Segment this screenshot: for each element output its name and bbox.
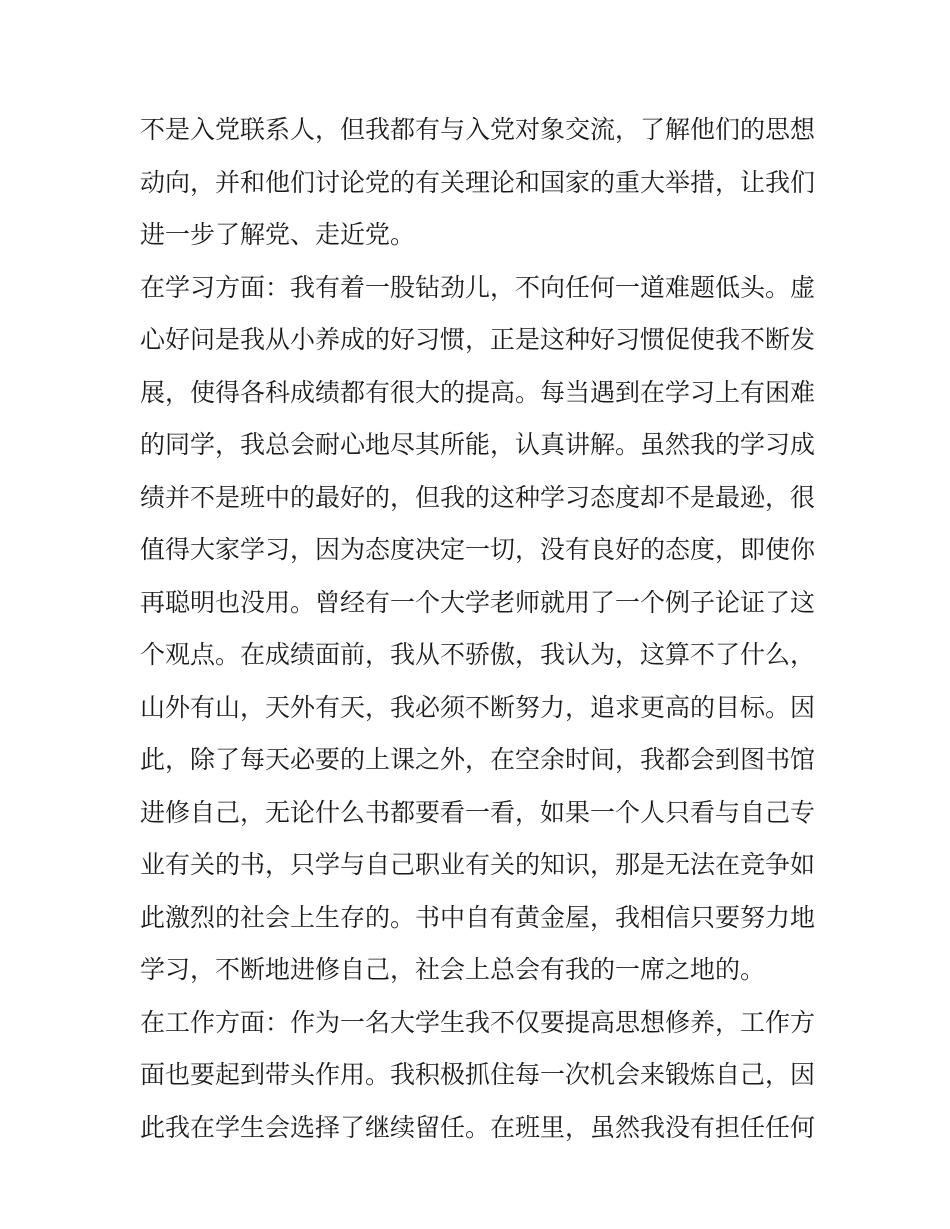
text-line-4: 在学习方面：我有着一股钻劲儿，不向任何一道难题低头。虚 [140, 272, 816, 302]
text-line-18: 在工作方面：作为一名大学生我不仅要提高思想修养，工作方 [140, 1007, 816, 1037]
text-line-8: 绩并不是班中的最好的，但我的这种学习态度却不是最逊，很 [140, 482, 816, 512]
text-line-3: 进一步了解党、走近党。 [140, 220, 416, 249]
text-line-17: 学习，不断地进修自己，社会上总会有我的一席之地的。 [140, 955, 766, 984]
text-line-11: 个观点。在成绩面前，我从不骄傲，我认为，这算不了什么， [140, 640, 816, 669]
body-text [140, 104, 820, 1154]
text-line-9: 值得大家学习，因为态度决定一切，没有良好的态度，即使你 [140, 535, 816, 564]
text-line-19: 面也要起到带头作用。我积极抓住每一次机会来锻炼自己，因 [140, 1060, 816, 1089]
text-line-6: 展，使得各科成绩都有很大的提高。每当遇到在学习上有困难 [140, 377, 816, 407]
text-line-2: 动向，并和他们讨论党的有关理论和国家的重大举措，让我们 [140, 167, 816, 197]
text-line-1: 不是入党联系人，但我都有与入党对象交流，了解他们的思想 [140, 115, 816, 144]
text-line-14: 进修自己，无论什么书都要看一看，如果一个人只看与自己专 [140, 797, 816, 827]
text-line-15: 业有关的书，只学与自己职业有关的知识，那是无法在竞争如 [140, 850, 816, 879]
text-line-12: 山外有山，天外有天，我必须不断努力，追求更高的目标。因 [140, 692, 816, 722]
text-line-13: 此，除了每天必要的上课之外，在空余时间，我都会到图书馆 [140, 745, 816, 774]
text-line-20: 此我在学生会选择了继续留任。在班里，虽然我没有担任任何 [140, 1112, 816, 1142]
text-line-16: 此激烈的社会上生存的。书中自有黄金屋，我相信只要努力地 [140, 902, 816, 932]
text-line-7: 的同学，我总会耐心地尽其所能，认真讲解。虽然我的学习成 [140, 430, 816, 459]
text-line-10: 再聪明也没用。曾经有一个大学老师就用了一个例子论证了这 [140, 587, 816, 617]
text-line-5: 心好问是我从小养成的好习惯，正是这种好习惯促使我不断发 [140, 325, 816, 354]
